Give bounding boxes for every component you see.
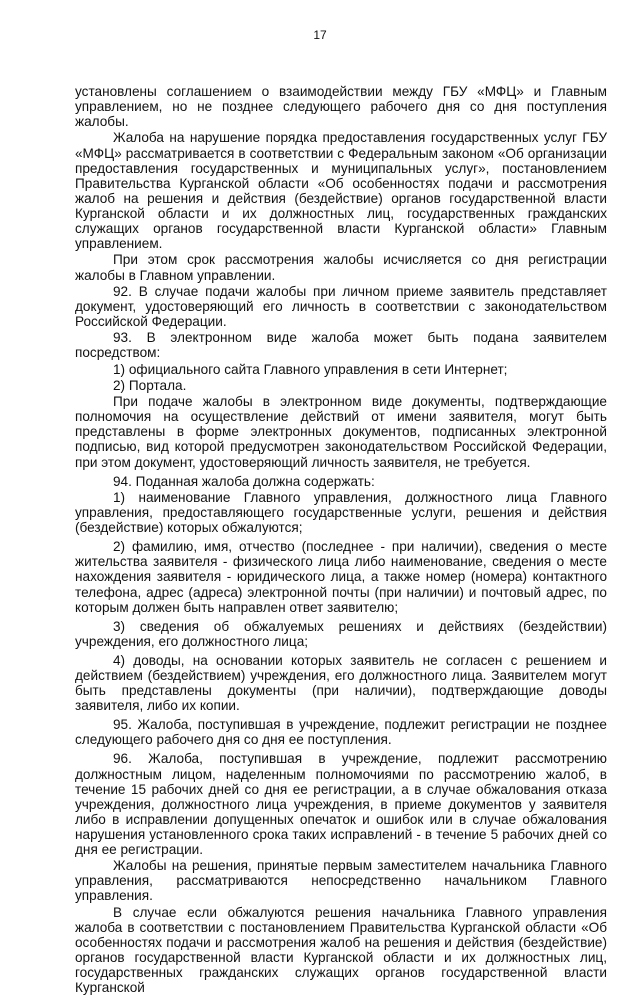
page-number: 17 — [313, 28, 327, 42]
paragraph: 1) официального сайта Главного управления в сети Интернет; — [113, 361, 508, 377]
paragraph: 94. Поданная жалоба должна содержать: — [113, 473, 375, 489]
paragraph: 4) доводы, на основании которых заявитель не согласен с решением и действием (бездействием) учреждения, его должностного лица. Заявителем могут быть представлены документы (при наличии), подтверждающие доводы заявителя, либо их копии. — [75, 652, 607, 714]
paragraph: 93. В электронном виде жалоба может быть подана заявителем посредством: — [75, 330, 607, 361]
paragraph: Жалобы на решения, принятые первым заместителем начальника Главного управления, рассматриваются непосредственно начальником Главного управления. — [75, 858, 607, 904]
document-body — [75, 84, 607, 997]
paragraph: Жалоба на нарушение порядка предоставления государственных услуг ГБУ «МФЦ» рассматривается в соответствии с Федеральным законом «Об организации предоставления государственных и муниципальных услуг», постановлением Правительства Курганской области «Об особенностях подачи и рассмотрения жалоб на решения и действия (бездействие) органов государственной власти Курганской области и их должностных лиц, государственных гражданских служащих органов государственной власти Курганской области» Главным управлением. — [75, 130, 607, 252]
paragraph: 3) сведения об обжалуемых решениях и действиях (бездействии) учреждения, его должностного лица; — [75, 618, 607, 649]
paragraph: При подаче жалобы в электронном виде документы, подтверждающие полномочия на осуществление действий от имени заявителя, могут быть представлены в форме электронных документов, подписанных электронной подписью, вид которой предусмотрен законодательством Российской Федерации, при этом документ, удостоверяющий личность заявителя, не требуется. — [75, 394, 607, 470]
paragraph: В случае если обжалуются решения начальника Главного управления жалоба в соответствии с постановлением Правительства Курганской области «Об особенностях подачи и рассмотрения жалоб на решения и действия (бездействие) органов государственной власти Курганской области и их должностных лиц, государственных гражданских служащих органов государственной власти Курганской — [75, 904, 607, 996]
paragraph: 96. Жалоба, поступившая в учреждение, подлежит рассмотрению должностным лицом, наделенным полномочиями по рассмотрению жалоб, в течение 15 рабочих дней со дня ее регистрации, а в случае обжалования отказа учреждения, должностного лица учреждения, в приеме документов у заявителя либо в исправлении допущенных опечаток и ошибок или в случае обжалования нарушения установленного срока таких исправлений - в течение 5 рабочих дней со дня ее регистрации. — [75, 751, 607, 857]
paragraph: 2) фамилию, имя, отчество (последнее - при наличии), сведения о месте жительства заявителя - физического лица либо наименование, сведения о месте нахождения заявителя - юридического лица, а также номер (номера) контактного телефона, адрес (адреса) электронной почты (при наличии) и почтовый адрес, по которым должен быть направлен ответ заявителю; — [75, 539, 607, 615]
paragraph: установлены соглашением о взаимодействии между ГБУ «МФЦ» и Главным управлением, но не позднее следующего рабочего дня со дня поступления жалобы. — [75, 84, 607, 130]
paragraph: 92. В случае подачи жалобы при личном приеме заявитель представляет документ, удостоверяющий его личность в соответствии с законодательством Российской Федерации. — [75, 283, 607, 329]
paragraph: 95. Жалоба, поступившая в учреждение, подлежит регистрации не позднее следующего рабочего дня со дня ее поступления. — [75, 717, 607, 748]
paragraph: 2) Портала. — [113, 377, 187, 393]
paragraph: При этом срок рассмотрения жалобы исчисляется со дня регистрации жалобы в Главном управлении. — [75, 252, 607, 283]
paragraph: 1) наименование Главного управления, должностного лица Главного управления, предоставляющего государственные услуги, решения и действия (бездействие) которых обжалуются; — [75, 489, 607, 536]
